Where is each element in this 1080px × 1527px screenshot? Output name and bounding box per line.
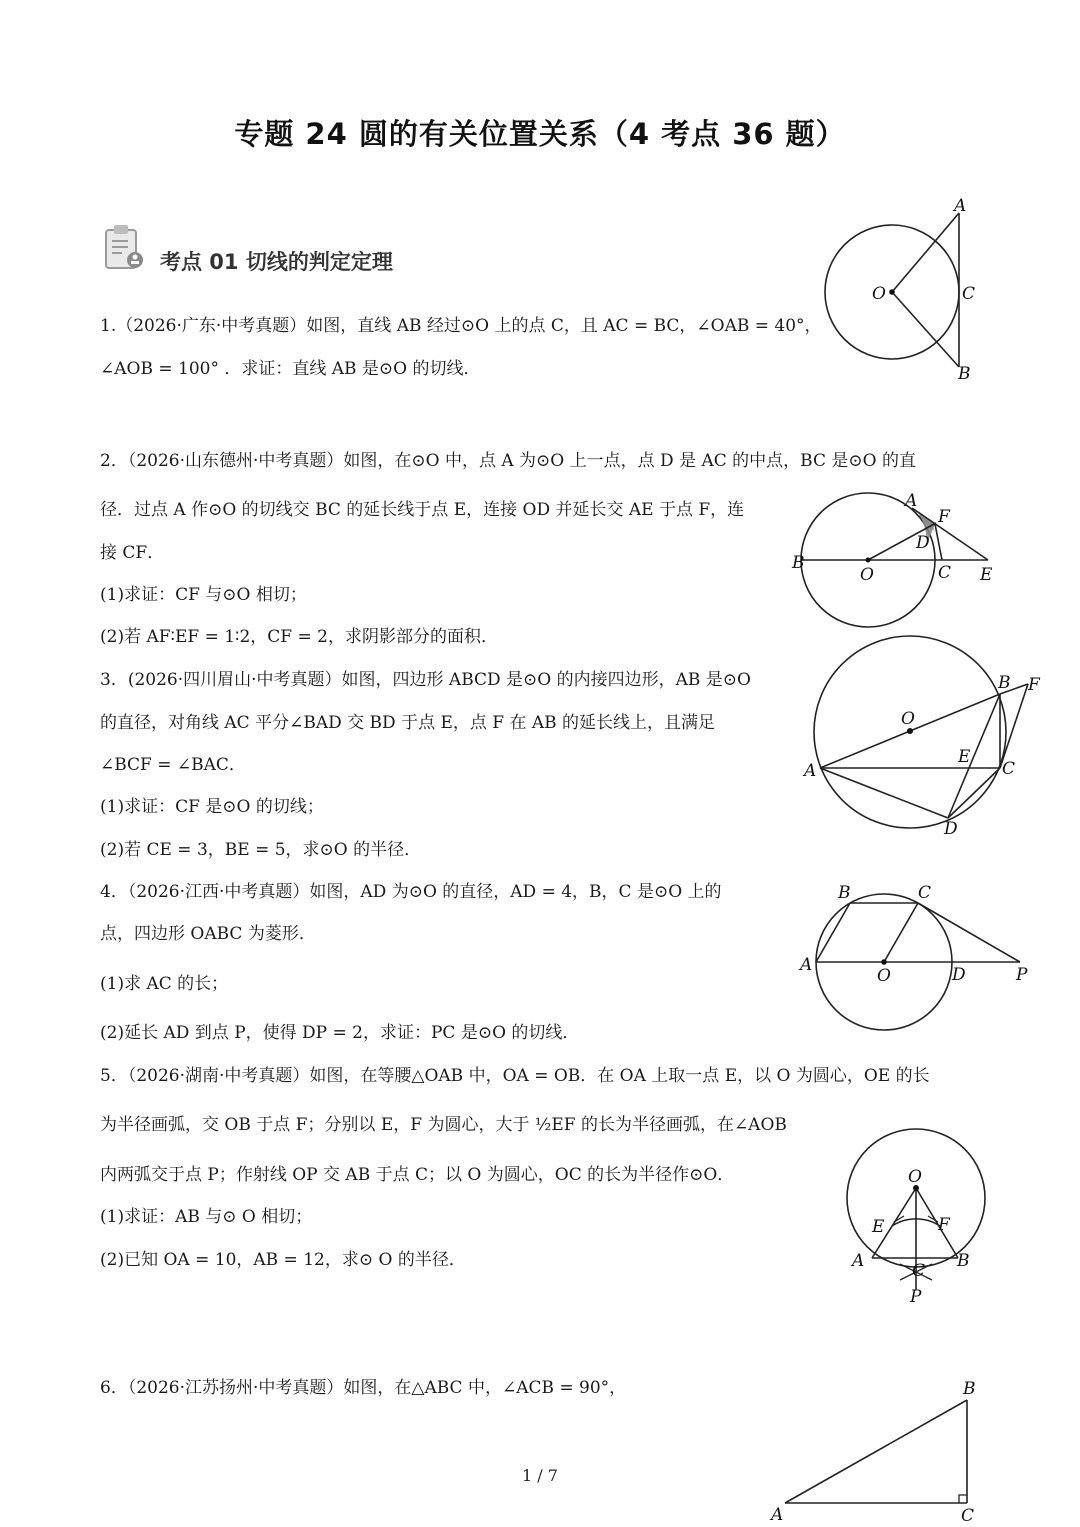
figure-2 — [790, 488, 1000, 632]
problem-3-line-3: ∠BCF = ∠BAC． — [100, 755, 246, 775]
problem-2-line-2: 径．过点 A 作⊙O 的切线交 BC 的延长线于点 E，连接 OD 并延长交 AE 于点 F，连 — [100, 500, 745, 520]
problem-2-part-2: (2)若 AF∶EF = 1∶2，CF = 2，求阴影部分的面积． — [100, 627, 498, 647]
fig3-label-e: E — [958, 747, 971, 767]
page-number: 1 / 7 — [522, 1466, 558, 1485]
fig6-label-a: A — [771, 1505, 784, 1525]
problem-2-line-3: 接 CF． — [100, 543, 165, 563]
fig5-label-c: C — [912, 1261, 926, 1281]
figure-5 — [840, 1130, 1000, 1314]
figure-4 — [798, 880, 1038, 1044]
problem-5-line-3: 内两弧交于点 P；作射线 OP 交 AB 于点 C；以 O 为圆心，OC 的长为半径作⊙O． — [100, 1165, 735, 1185]
fig1-label-c: C — [962, 284, 976, 304]
problem-4-line-2: 点，四边形 OABC 为菱形． — [100, 924, 316, 944]
problem-2-part-1: (1)求证：CF 与⊙O 相切； — [100, 585, 307, 605]
fig5-label-a: A — [852, 1251, 865, 1271]
figure-3 — [800, 636, 1050, 850]
section-label: 考点 01 切线的判定定理 — [160, 250, 393, 274]
fig5-label-b: B — [957, 1251, 970, 1271]
problem-2-line-1: 2．（2026·山东德州·中考真题）如图，在⊙O 中，点 A 为⊙O 上一点，点 D 是 AC 的中点，BC 是⊙O 的直 — [100, 451, 916, 471]
problem-1-line-1: 1.（2026·广东·中考真题）如图，直线 AB 经过⊙O 上的点 C，且 AC = BC，∠OAB = 40°， — [100, 316, 822, 336]
fig4-label-c: C — [918, 883, 932, 903]
problem-4-part-2: (2)延长 AD 到点 P，使得 DP = 2，求证：PC 是⊙O 的切线． — [100, 1023, 580, 1043]
problem-5-part-2: (2)已知 OA = 10，AB = 12，求⊙ O 的半径． — [100, 1250, 466, 1270]
problem-3-part-2: (2)若 CE = 3，BE = 5，求⊙O 的半径． — [100, 840, 422, 860]
problem-5-line-1: 5．（2026·湖南·中考真题）如图，在等腰△OAB 中，OA = OB．在 OA 上取一点 E，以 O 为圆心，OE 的长 — [100, 1066, 930, 1086]
problem-3-line-1: 3．(2026·四川眉山·中考真题）如图，四边形 ABCD 是⊙O 的内接四边形，AB 是⊙O — [100, 670, 751, 690]
fig1-label-o: O — [872, 284, 886, 304]
fig6-label-c: C — [961, 1506, 975, 1526]
problem-5-line-2: 为半径画弧，交 OB 于点 F；分别以 E，F 为圆心，大于 ½EF 的长为半径画弧，在∠AOB — [100, 1115, 787, 1135]
problem-4-part-1: (1)求 AC 的长； — [100, 974, 229, 994]
fig2-label-f: F — [938, 507, 950, 527]
fig2-label-b: B — [792, 553, 805, 573]
problem-3-part-1: (1)求证：CF 是⊙O 的切线； — [100, 797, 324, 817]
fig2-label-d: D — [916, 533, 930, 553]
problem-6-line-1: 6．（2026·江苏扬州·中考真题）如图，在△ABC 中，∠ACB = 90°， — [100, 1378, 627, 1398]
clipboard-icon — [104, 224, 144, 272]
fig3-label-a: A — [804, 761, 817, 781]
fig3-label-b: B — [998, 673, 1011, 693]
fig2-label-o: O — [860, 565, 874, 585]
problem-1-line-2: ∠AOB = 100° ．求证：直线 AB 是⊙O 的切线． — [100, 359, 481, 379]
problem-3-line-2: 的直径，对角线 AC 平分∠BAD 交 BD 于点 E，点 F 在 AB 的延长线上，且满足 — [100, 713, 716, 733]
page-title: 专题 24 圆的有关位置关系（4 考点 36 题） — [234, 117, 846, 151]
figure-6 — [765, 1378, 995, 1527]
fig1-label-b: B — [958, 364, 971, 384]
fig4-label-o: O — [877, 966, 891, 986]
fig4-label-d: D — [952, 965, 966, 985]
fig2-label-a: A — [905, 491, 918, 511]
fig3-label-o: O — [901, 709, 915, 729]
fig3-label-f: F — [1028, 675, 1040, 695]
fig4-label-b: B — [838, 883, 851, 903]
fig4-label-p: P — [1016, 965, 1028, 985]
fig3-label-d: D — [944, 819, 958, 839]
fig5-label-o: O — [908, 1167, 922, 1187]
fig5-label-e: E — [872, 1217, 885, 1237]
fig2-label-e: E — [980, 565, 993, 585]
fig1-label-a: A — [954, 196, 967, 216]
fig3-label-c: C — [1002, 759, 1016, 779]
problem-4-line-1: 4．（2026·江西·中考真题）如图，AD 为⊙O 的直径，AD = 4，B，C 是⊙O 上的 — [100, 882, 722, 902]
problem-5-part-1: (1)求证：AB 与⊙ O 相切； — [100, 1207, 313, 1227]
fig4-label-a: A — [800, 955, 813, 975]
figure-1 — [820, 195, 1020, 389]
fig5-label-p: P — [910, 1287, 922, 1307]
fig5-label-f: F — [938, 1215, 950, 1235]
fig2-label-c: C — [938, 563, 952, 583]
fig6-label-b: B — [963, 1379, 976, 1399]
